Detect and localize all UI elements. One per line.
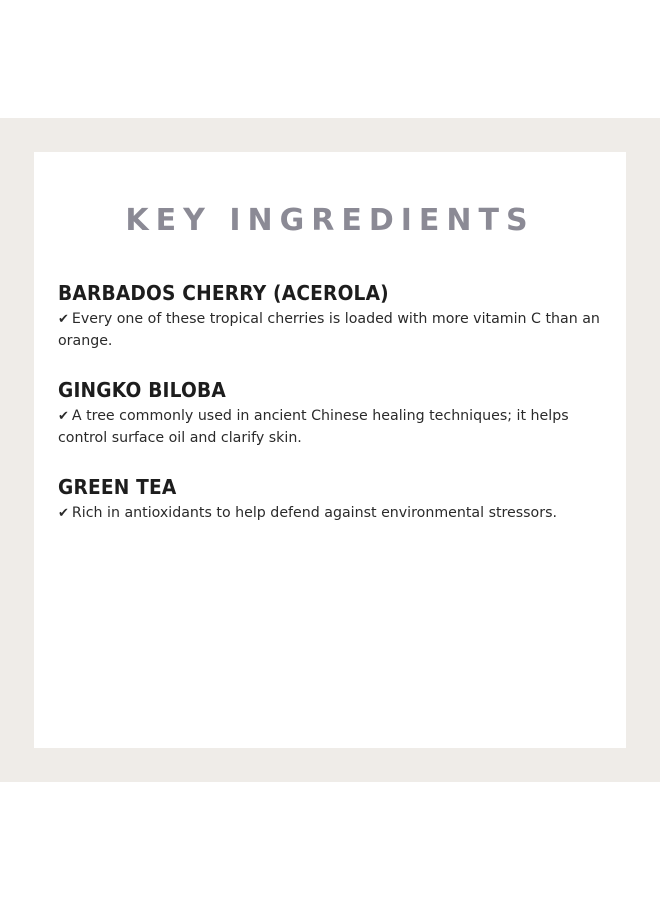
- ingredient-heading: GREEN TEA: [58, 475, 177, 500]
- ingredient-description: [58, 309, 602, 352]
- ingredient-description-text: Rich in antioxidants to help defend against environmental stressors.: [71, 505, 557, 522]
- check-icon: ✔: [58, 409, 69, 425]
- ingredient-section: [58, 378, 602, 449]
- ingredient-description: [58, 406, 602, 449]
- check-icon: ✔: [58, 506, 69, 522]
- page-title: KEY INGREDIENTS: [125, 203, 535, 238]
- check-icon: ✔: [58, 312, 69, 327]
- ingredient-section: [58, 475, 602, 525]
- ingredient-heading: GINGKO BILOBA: [58, 378, 226, 403]
- card-content: [58, 204, 602, 525]
- ingredient-description: [58, 503, 602, 525]
- content-card: [34, 152, 626, 748]
- ingredient-description-text: A tree commonly used in ancient Chinese healing techniques; it helps control surface oil and clarify skin.: [58, 408, 569, 446]
- ingredient-description-text: Every one of these tropical cherries is loaded with more vitamin C than an orange.: [58, 311, 600, 349]
- ingredient-section: [58, 281, 602, 352]
- ingredient-heading: BARBADOS CHERRY (ACEROLA): [58, 281, 389, 305]
